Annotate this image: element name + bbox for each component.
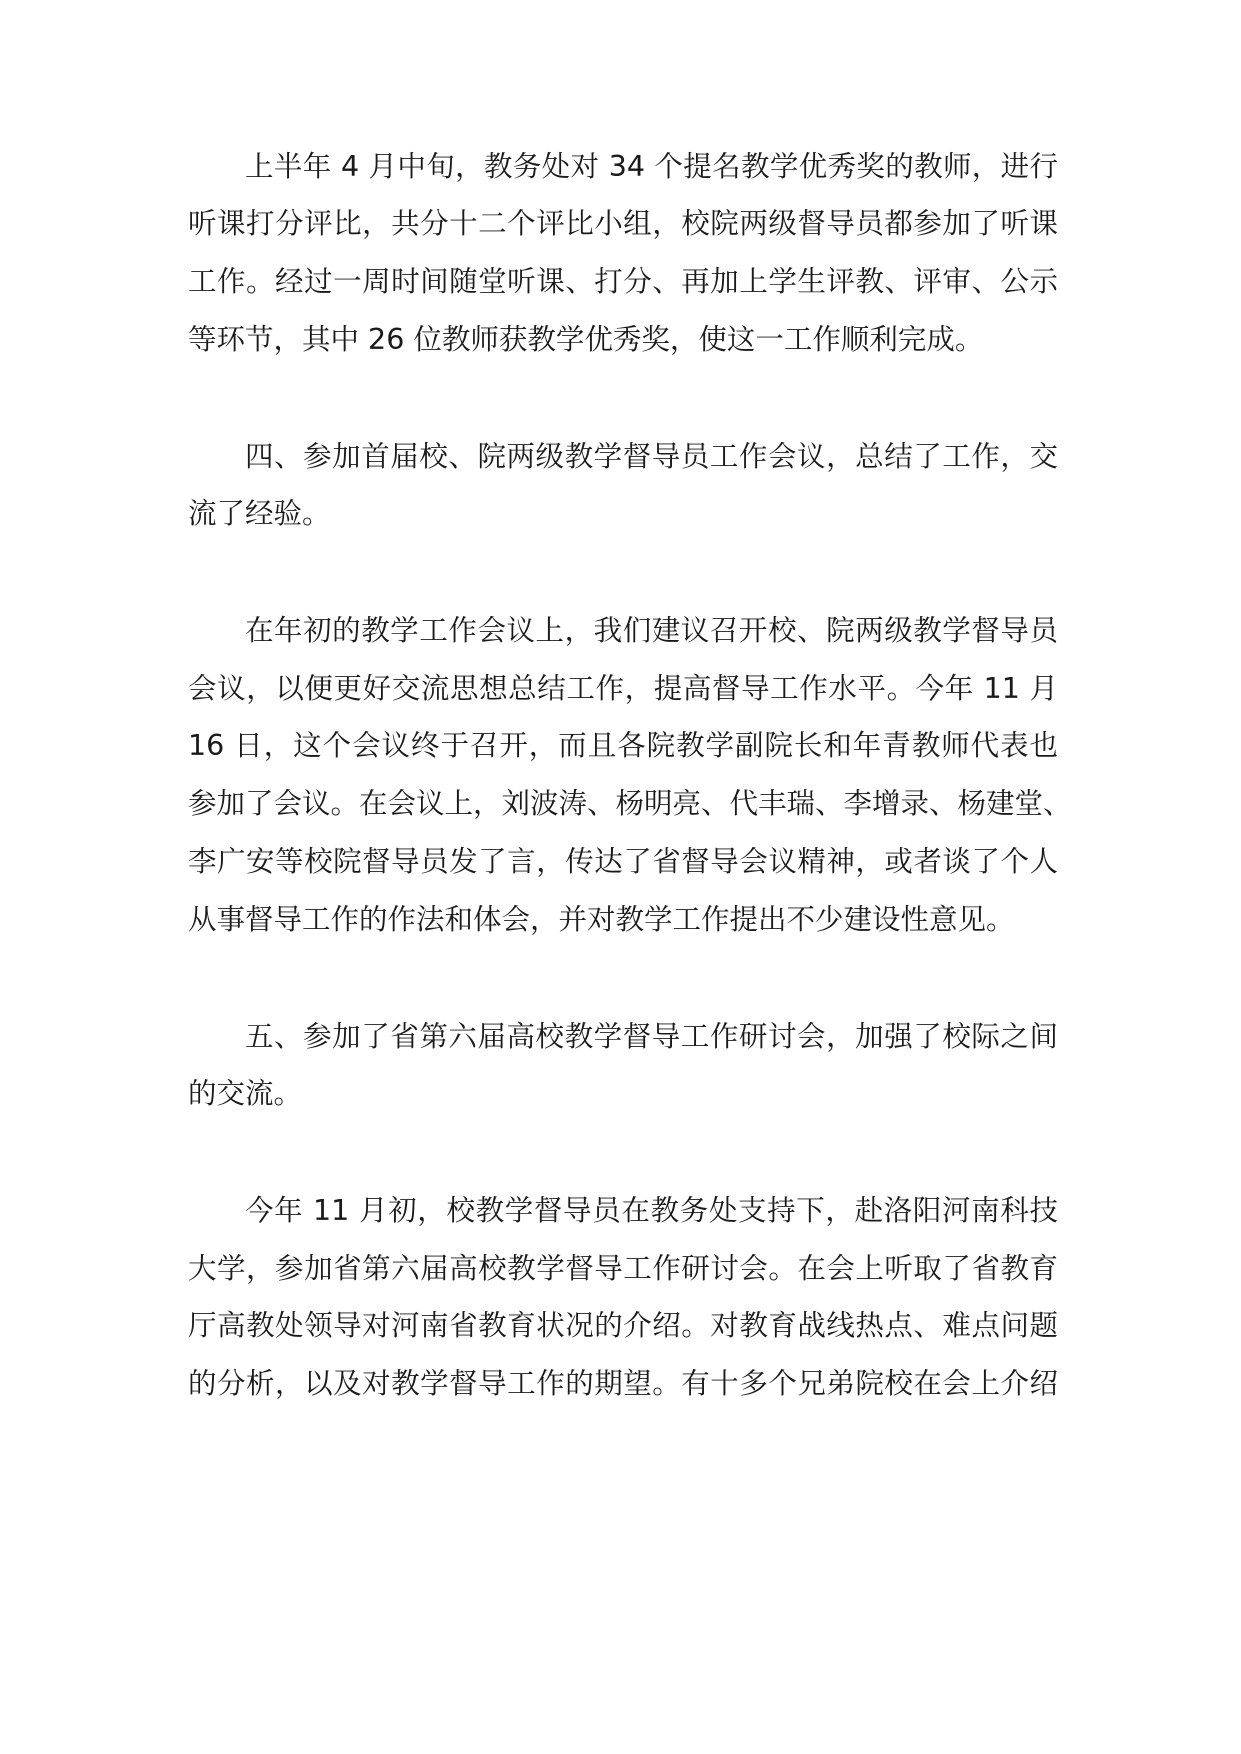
paragraph-3-line-2: 会议，以便更好交流思想总结工作，提高督导工作水平。今年 11 月 — [188, 672, 1058, 705]
paragraph-1-line-3: 工作。经过一周时间随堂听课、打分、再加上学生评教、评审、公示 — [188, 265, 1058, 298]
paragraph-4-line-1: 五、参加了省第六届高校教学督导工作研讨会，加强了校际之间 — [245, 1020, 1058, 1053]
paragraph-1-line-2: 听课打分评比，共分十二个评比小组，校院两级督导员都参加了听课 — [188, 207, 1058, 240]
paragraph-2-line-2: 流了经验。 — [188, 497, 331, 530]
paragraph-3-line-6: 从事督导工作的作法和体会，并对教学工作提出不少建设性意见。 — [188, 903, 1015, 936]
paragraph-5-line-4: 的分析，以及对教学督导工作的期望。有十多个兄弟院校在会上介绍 — [188, 1367, 1058, 1400]
paragraph-1-line-4: 等环节，其中 26 位教师获教学优秀奖，使这一工作顺利完成。 — [188, 323, 984, 356]
paragraph-5-line-1: 今年 11 月初，校教学督导员在教务处支持下，赴洛阳河南科技 — [245, 1194, 1058, 1227]
paragraph-3-line-5: 李广安等校院督导员发了言，传达了省督导会议精神，或者谈了个人 — [188, 845, 1058, 878]
paragraph-1-line-1: 上半年 4 月中旬，教务处对 34 个提名教学优秀奖的教师，进行 — [245, 150, 1058, 183]
paragraph-5-line-2: 大学，参加省第六届高校教学督导工作研讨会。在会上听取了省教育 — [188, 1252, 1058, 1285]
paragraph-3-line-1: 在年初的教学工作会议上，我们建议召开校、院两级教学督导员 — [245, 614, 1058, 647]
paragraph-3-line-3: 16 日，这个会议终于召开，而且各院教学副院长和年青教师代表也 — [188, 729, 1058, 762]
paragraph-2-line-1: 四、参加首届校、院两级教学督导员工作会议，总结了工作，交 — [245, 440, 1058, 473]
paragraph-5-line-3: 厅高教处领导对河南省教育状况的介绍。对教育战线热点、难点问题 — [188, 1309, 1058, 1342]
paragraph-4-line-2: 的交流。 — [188, 1077, 303, 1110]
paragraph-3-line-4: 参加了会议。在会议上，刘波涛、杨明亮、代丰瑞、李增录、杨建堂、 — [188, 787, 1072, 820]
